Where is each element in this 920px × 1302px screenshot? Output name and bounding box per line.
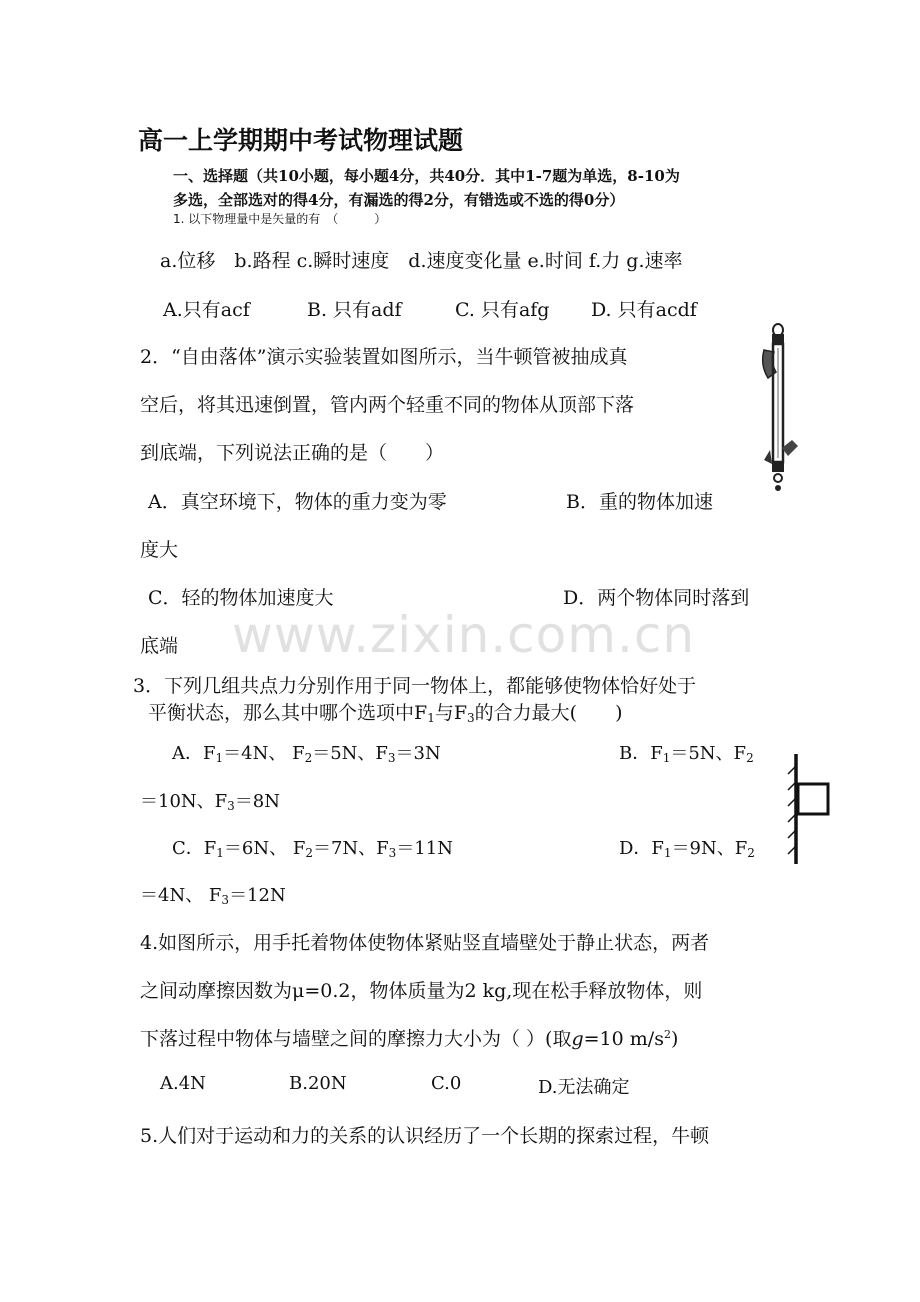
q3-option-b-cont: ＝10N、$F_3=8N$ xyxy=(140,791,280,813)
q4-option-c: C.0 xyxy=(431,1073,462,1094)
q4-option-b: B.20N xyxy=(289,1073,347,1094)
page-title: 高一上学期期中考试物理试题 xyxy=(138,126,464,155)
q5-line1: 5.人们对于运动和力的关系的认识经历了一个长期的探索过程，牛顿 xyxy=(140,1125,710,1147)
newton-tube-figure xyxy=(758,320,818,500)
q3-option-d-cont: ＝4N、 $F_3=12N$ xyxy=(140,885,286,907)
q2-line1: 2．“自由落体”演示实验装置如图所示，当牛顿管被抽成真 xyxy=(140,346,628,368)
q2-option-d: D．两个物体同时落到 xyxy=(563,587,750,609)
q1-stem: 1. 以下物理量中是矢量的有 （ ） xyxy=(173,212,387,226)
q3-option-a: A．$F_1=4N$、 $F_2=5N$、$F_3=3N$ xyxy=(172,743,441,765)
wall-block-figure xyxy=(786,752,836,872)
q2-option-b-cont: 度大 xyxy=(140,539,179,561)
q2-line3: 到底端，下列说法正确的是（ ） xyxy=(140,442,445,464)
q1-option-b: B. 只有adf xyxy=(307,299,402,321)
q3-line1: 3．下列几组共点力分别作用于同一物体上，都能够使物体恰好处于 xyxy=(133,675,697,697)
q3-option-c: C．$F_1=6N$、 $F_2=7N$、$F_3=11N$ xyxy=(172,838,453,860)
section-heading-line2: 多选，全部选对的得4分，有漏选的得2分，有错选或不选的得0分） xyxy=(173,191,625,209)
watermark: www.zixin.com.cn xyxy=(232,606,696,664)
q1-option-c: C. 只有afg xyxy=(455,299,550,321)
q3-option-d: D．$F_1=9N$、$F_2$ xyxy=(619,838,755,860)
q4-option-d: D.无法确定 xyxy=(538,1077,630,1098)
q2-line2: 空后，将其迅速倒置，管内两个轻重不同的物体从顶部下落 xyxy=(140,394,635,416)
q1-option-d: D. 只有acdf xyxy=(591,299,697,321)
q2-option-d-cont: 底端 xyxy=(140,635,179,657)
q4-line2: 之间动摩擦因数为μ=0.2，物体质量为2 kg,现在松手释放物体，则 xyxy=(140,980,703,1002)
q4-line1: 4.如图所示，用手托着物体使物体紧贴竖直墙壁处于静止状态，两者 xyxy=(140,932,710,954)
q2-option-a: A．真空环境下，物体的重力变为零 xyxy=(148,491,447,513)
q1-items: a.位移 b.路程 c.瞬时速度 d.速度变化量 e.时间 f.力 g.速率 xyxy=(160,250,683,272)
q1-option-a: A.只有acf xyxy=(163,299,250,321)
q3-line2: 平衡状态，那么其中哪个选项中$F_1$与$F_3$的合力最大( ) xyxy=(148,702,623,725)
q2-option-c: C．轻的物体加速度大 xyxy=(148,587,334,609)
q2-option-b: B．重的物体加速 xyxy=(566,491,713,513)
q4-option-a: A.4N xyxy=(160,1073,206,1094)
q3-option-b: B．$F_1=5N$、$F_2$ xyxy=(619,743,754,765)
q4-line3: 下落过程中物体与墙壁之间的摩擦力大小为（ ）(取g=10 $m/s^2$) xyxy=(140,1028,679,1050)
section-heading-line1: 一、选择题（共10小题，每小题4分，共40分．其中1-7题为单选，8-10为 xyxy=(173,167,680,185)
